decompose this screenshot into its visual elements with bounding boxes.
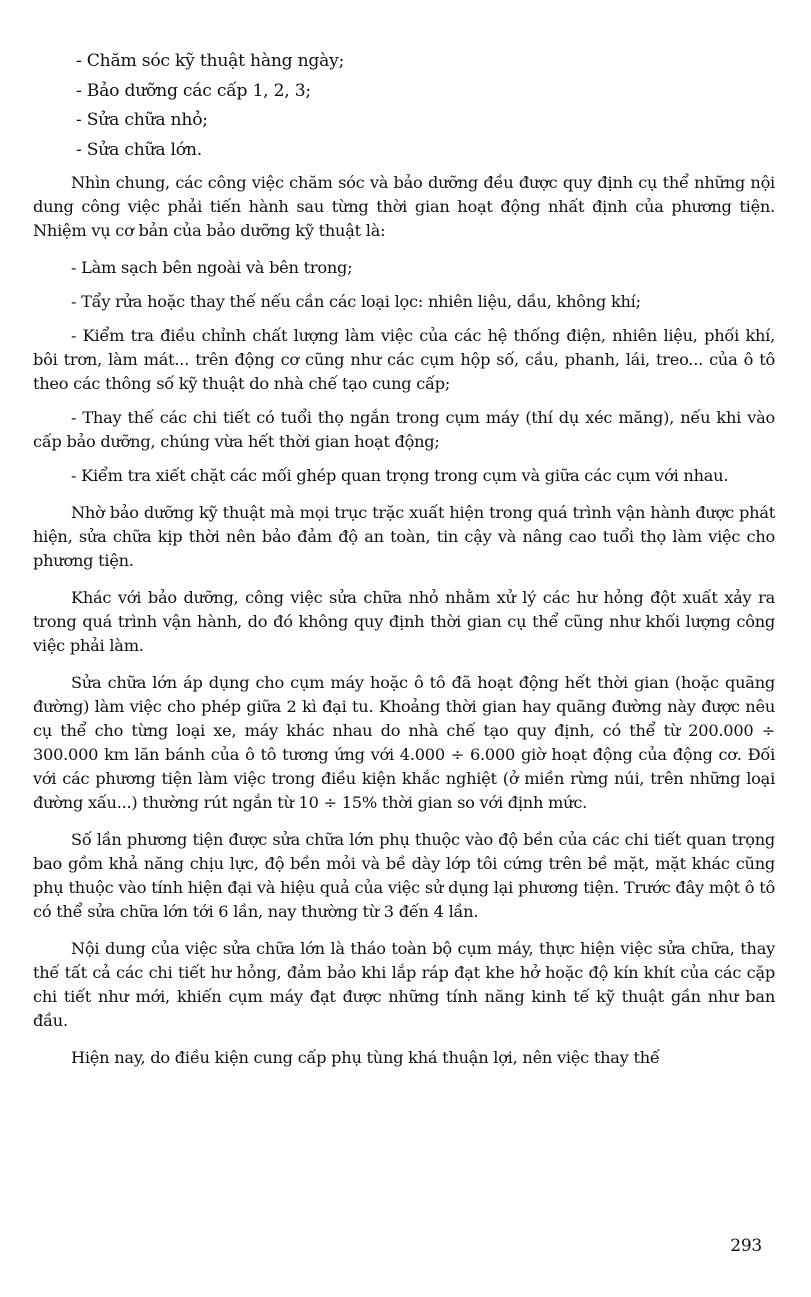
body-text <box>33 171 775 1083</box>
task-tightening: - Kiểm tra xiết chặt các mối ghép quan trọng trong cụm và giữa các cụm với nhau. <box>71 466 729 485</box>
page-number: 293 <box>730 1236 762 1256</box>
paragraph-major-repair: Sửa chữa lớn áp dụng cho cụm máy hoặc ô tô đã hoạt động hết thời gian (hoặc quãng đường) làm việc cho phép giữa 2 kì đại tu. Khoảng thời gian hay quãng đường này được nêu cụ thể cho từng loại xe, máy khác nhau do nhà chế tạo quy định, có thể từ 200.000 ÷ 300.000 km lăn bánh của ô tô tương ứng với 4.000 ÷ 6.000 giờ hoạt động của động cơ. Đối với các phương tiện làm việc trong điều kiện khắc nghiệt (ở miền rừng núi, trên những loại đường xấu...) thường rút ngắn từ 10 ÷ 15% thời gian so với định mức. <box>33 673 775 812</box>
list-item: - Chăm sóc kỹ thuật hàng ngày; <box>76 51 345 71</box>
list-item: - Sửa chữa nhỏ; <box>76 110 208 130</box>
task-filters: - Tẩy rửa hoặc thay thế nếu cần các loại lọc: nhiên liệu, dầu, không khí; <box>71 292 641 311</box>
paragraph-minor-repair: Khác với bảo dưỡng, công việc sửa chữa nhỏ nhằm xử lý các hư hỏng đột xuất xảy ra trong quá trình vận hành, do đó không quy định thời gian cụ thể cũng như khối lượng công việc phải làm. <box>33 588 775 655</box>
paragraph-overview: Nhìn chung, các công việc chăm sóc và bảo dưỡng đều được quy định cụ thể những nội dung công việc phải tiến hành sau từng thời gian hoạt động nhất định của phương tiện. Nhiệm vụ cơ bản của bảo dưỡng kỹ thuật là: <box>33 173 775 240</box>
paragraph-current: Hiện nay, do điều kiện cung cấp phụ tùng khá thuận lợi, nên việc thay thế <box>71 1048 660 1067</box>
task-cleaning: - Làm sạch bên ngoài và bên trong; <box>71 258 353 277</box>
paragraph-benefits: Nhờ bảo dưỡng kỹ thuật mà mọi trục trặc xuất hiện trong quá trình vận hành được phát hiện, sửa chữa kịp thời nên bảo đảm độ an toàn, tin cậy và nâng cao tuổi thọ làm việc cho phương tiện. <box>33 503 775 570</box>
list-item: - Bảo dưỡng các cấp 1, 2, 3; <box>76 80 311 101</box>
task-replacement: - Thay thế các chi tiết có tuổi thọ ngắn trong cụm máy (thí dụ xéc măng), nếu khi vào cấp bảo dưỡng, chúng vừa hết thời gian hoạt động; <box>33 408 775 451</box>
paragraph-repair-content: Nội dung của việc sửa chữa lớn là tháo toàn bộ cụm máy, thực hiện việc sửa chữa, thay thế tất cả các chi tiết hư hỏng, đảm bảo khi lắp ráp đạt khe hở hoặc độ kín khít của các cặp chi tiết như mới, khiến cụm máy đạt được những tính năng kinh tế kỹ thuật gần như ban đầu. <box>33 939 775 1030</box>
maintenance-types-list <box>76 47 344 165</box>
task-inspection: - Kiểm tra điều chỉnh chất lượng làm việc của các hệ thống điện, nhiên liệu, phối khí, bôi trơn, làm mát... trên động cơ cũng như các cụm hộp số, cầu, phanh, lái, treo... của ô tô theo các thông số kỹ thuật do nhà chế tạo cung cấp; <box>33 326 775 393</box>
list-item: - Sửa chữa lớn. <box>76 139 202 160</box>
paragraph-repair-count: Số lần phương tiện được sửa chữa lớn phụ thuộc vào độ bền của các chi tiết quan trọng bao gồm khả năng chịu lực, độ bền mỏi và bề dày lớp tôi cứng trên bề mặt, mặt khác cũng phụ thuộc vào tính hiện đại và hiệu quả của việc sử dụng lại phương tiện. Trước đây một ô tô có thể sửa chữa lớn tới 6 lần, nay thường từ 3 đến 4 lần. <box>33 830 775 921</box>
